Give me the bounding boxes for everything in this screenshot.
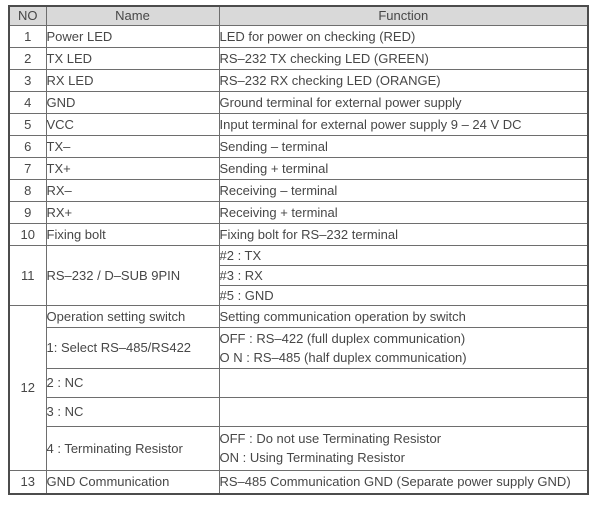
function-cell-empty	[219, 368, 588, 397]
function-cell-empty	[219, 397, 588, 426]
function-cell: RS–485 Communication GND (Separate power supply GND)	[219, 470, 588, 494]
function-line: ON : Using Terminating Resistor	[219, 450, 405, 465]
name-cell: 1: Select RS–485/RS422	[46, 327, 219, 368]
table-row	[9, 179, 588, 201]
function-cell: #3 : RX	[219, 265, 588, 285]
col-header-name: Name	[46, 6, 219, 25]
no-cell: 4	[9, 91, 46, 113]
table-row	[9, 113, 588, 135]
function-cell: Receiving + terminal	[219, 201, 588, 223]
no-cell: 5	[9, 113, 46, 135]
table-row	[9, 25, 588, 47]
name-cell: RX+	[46, 201, 219, 223]
name-cell: GND	[46, 91, 219, 113]
table-row	[9, 135, 588, 157]
function-cell: #2 : TX	[219, 245, 588, 265]
table-row	[9, 157, 588, 179]
name-cell: VCC	[46, 113, 219, 135]
function-line: OFF : RS–422 (full duplex communication)	[219, 330, 466, 346]
spec-table	[8, 5, 589, 495]
no-cell: 7	[9, 157, 46, 179]
function-cell	[219, 327, 588, 368]
no-cell: 10	[9, 223, 46, 245]
function-cell: RS–232 TX checking LED (GREEN)	[219, 47, 588, 69]
name-cell: 3 : NC	[46, 397, 219, 426]
table-row-12	[9, 305, 588, 327]
table-row-11	[9, 245, 588, 265]
name-cell: TX LED	[46, 47, 219, 69]
name-cell: Fixing bolt	[46, 223, 219, 245]
function-cell: Sending + terminal	[219, 157, 588, 179]
function-cell: Setting communication operation by switch	[219, 305, 588, 327]
no-cell: 11	[9, 245, 46, 305]
name-cell: TX–	[46, 135, 219, 157]
name-cell: GND Communication	[46, 470, 219, 494]
no-cell: 8	[9, 179, 46, 201]
col-header-no: NO	[9, 6, 46, 25]
table-row-12	[9, 397, 588, 426]
table-row	[9, 223, 588, 245]
no-cell: 2	[9, 47, 46, 69]
no-cell: 1	[9, 25, 46, 47]
function-cell: Input terminal for external power supply 9 – 24 V DC	[219, 113, 588, 135]
table-row-13	[9, 470, 588, 494]
name-cell: 4 : Terminating Resistor	[46, 426, 219, 470]
table-row	[9, 201, 588, 223]
function-cell: RS–232 RX checking LED (ORANGE)	[219, 69, 588, 91]
name-cell: RX–	[46, 179, 219, 201]
name-cell: RX LED	[46, 69, 219, 91]
function-cell: Sending – terminal	[219, 135, 588, 157]
function-cell: Receiving – terminal	[219, 179, 588, 201]
function-line: OFF : Do not use Terminating Resistor	[219, 431, 442, 446]
no-cell: 12	[9, 305, 46, 470]
table-row	[9, 47, 588, 69]
no-cell: 13	[9, 470, 46, 494]
name-cell: Operation setting switch	[46, 305, 219, 327]
name-cell: 2 : NC	[46, 368, 219, 397]
no-cell: 6	[9, 135, 46, 157]
function-cell: Fixing bolt for RS–232 terminal	[219, 223, 588, 245]
name-cell: RS–232 / D–SUB 9PIN	[46, 245, 219, 305]
function-cell	[219, 426, 588, 470]
table-row-12	[9, 368, 588, 397]
table-row	[9, 69, 588, 91]
function-line: O N : RS–485 (half duplex communication)	[219, 349, 467, 365]
no-cell: 3	[9, 69, 46, 91]
function-cell: #5 : GND	[219, 285, 588, 305]
function-cell: LED for power on checking (RED)	[219, 25, 588, 47]
no-cell: 9	[9, 201, 46, 223]
header-row	[9, 6, 588, 25]
table-row	[9, 91, 588, 113]
name-cell: Power LED	[46, 25, 219, 47]
name-cell: TX+	[46, 157, 219, 179]
function-cell: Ground terminal for external power supply	[219, 91, 588, 113]
table-row-12	[9, 327, 588, 368]
col-header-function: Function	[219, 6, 588, 25]
table-row-12	[9, 426, 588, 470]
